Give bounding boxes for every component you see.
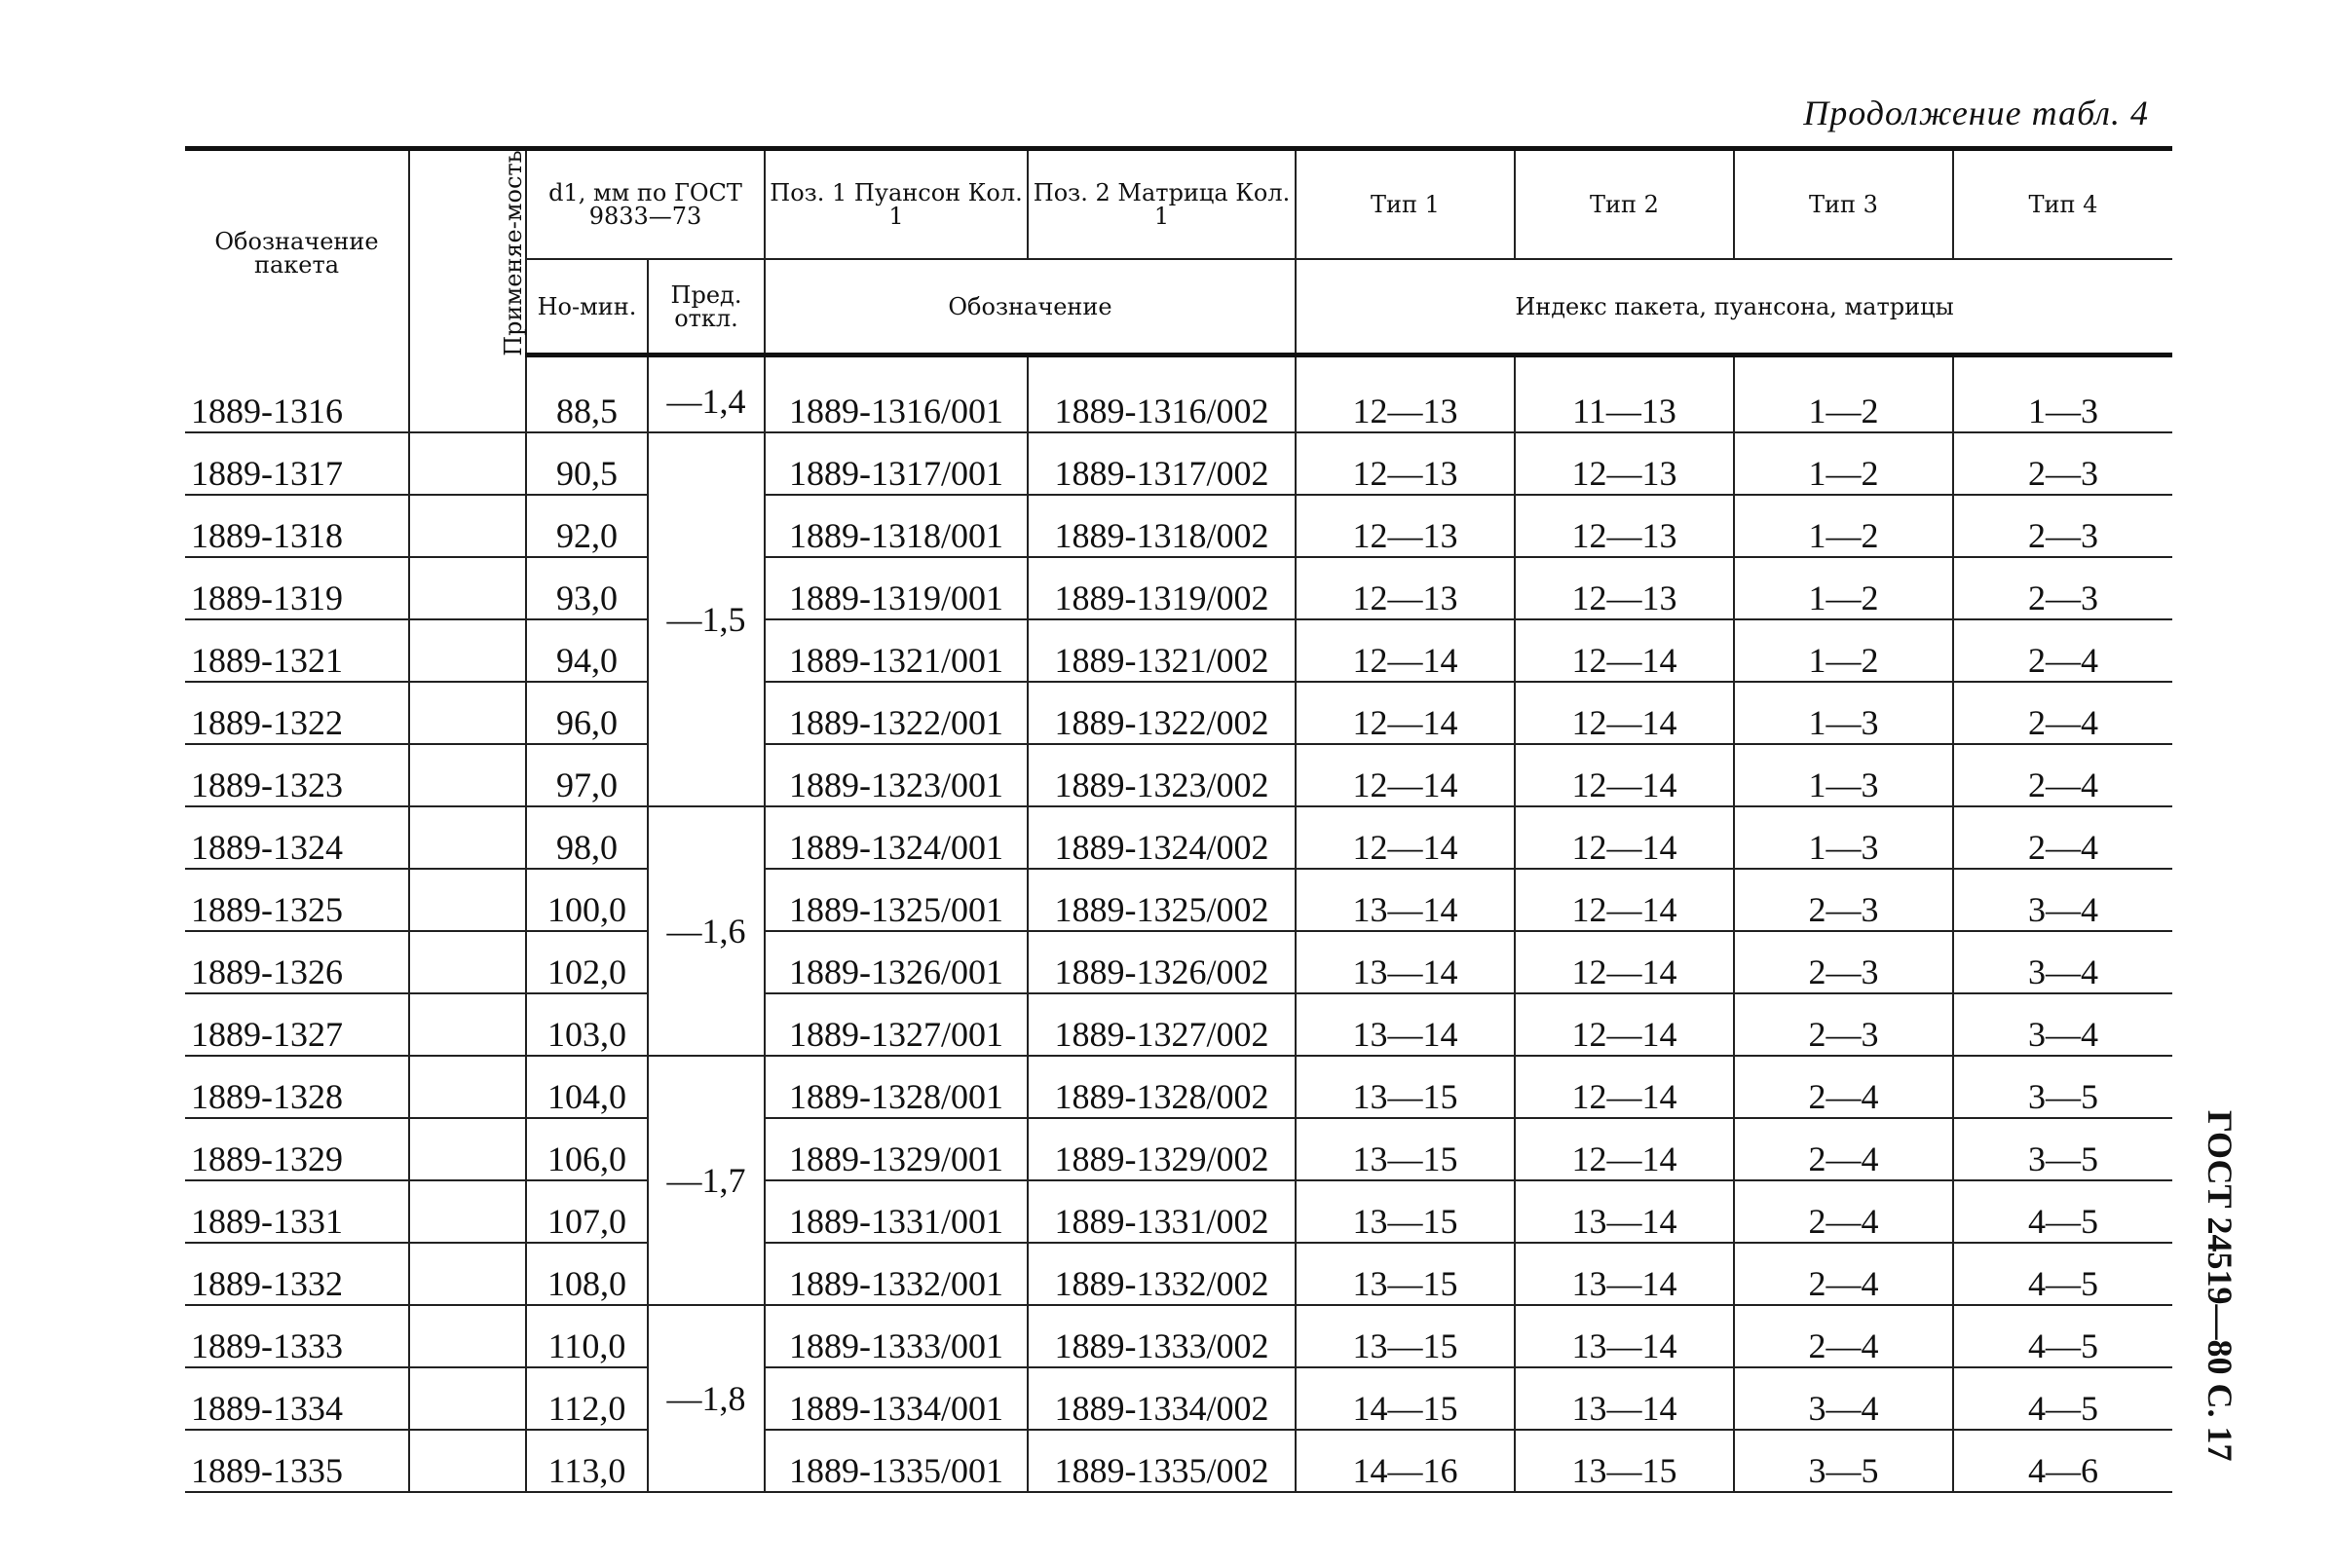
applicability-cell (409, 1305, 526, 1367)
die-cell: 1889-1329/002 (1028, 1118, 1296, 1180)
type3-cell: 3—5 (1734, 1430, 1953, 1492)
applicability-cell (409, 619, 526, 682)
deviation-cell: —1,4 (648, 355, 765, 433)
applicability-cell (409, 1367, 526, 1430)
type2-cell: 11—13 (1515, 355, 1734, 433)
designation-cell: 1889-1319 (185, 557, 409, 619)
standard-page-label: ГОСТ 24519—80 С. 17 (2201, 1110, 2240, 1462)
applicability-cell (409, 1243, 526, 1305)
type4-cell: 4—5 (1953, 1367, 2172, 1430)
applicability-cell (409, 744, 526, 806)
type3-cell: 2—4 (1734, 1180, 1953, 1243)
deviation-cell: —1,6 (648, 806, 765, 1056)
die-cell: 1889-1328/002 (1028, 1056, 1296, 1118)
type1-cell: 13—15 (1296, 1243, 1515, 1305)
header-index: Индекс пакета, пуансона, матрицы (1296, 259, 2172, 355)
deviation-cell: —1,8 (648, 1305, 765, 1492)
type3-cell: 1—2 (1734, 619, 1953, 682)
type2-cell: 13—14 (1515, 1243, 1734, 1305)
die-cell: 1889-1316/002 (1028, 355, 1296, 433)
die-cell: 1889-1322/002 (1028, 682, 1296, 744)
applicability-cell (409, 931, 526, 993)
nominal-cell: 113,0 (526, 1430, 648, 1492)
punch-cell: 1889-1334/001 (765, 1367, 1028, 1430)
type2-cell: 12—13 (1515, 557, 1734, 619)
header-deviation: Пред. откл. (648, 259, 765, 355)
header-nominal: Но-мин. (526, 259, 648, 355)
type3-cell: 3—4 (1734, 1367, 1953, 1430)
applicability-cell (409, 557, 526, 619)
designation-cell: 1889-1331 (185, 1180, 409, 1243)
table-row (185, 1367, 2172, 1430)
die-cell: 1889-1324/002 (1028, 806, 1296, 869)
nominal-cell: 107,0 (526, 1180, 648, 1243)
nominal-cell: 106,0 (526, 1118, 648, 1180)
type3-cell: 2—4 (1734, 1243, 1953, 1305)
die-cell: 1889-1321/002 (1028, 619, 1296, 682)
punch-cell: 1889-1326/001 (765, 931, 1028, 993)
type2-cell: 12—14 (1515, 806, 1734, 869)
type2-cell: 12—14 (1515, 869, 1734, 931)
type2-cell: 12—14 (1515, 682, 1734, 744)
type1-cell: 12—14 (1296, 619, 1515, 682)
table-row (185, 355, 2172, 433)
applicability-cell (409, 1180, 526, 1243)
type1-cell: 13—15 (1296, 1056, 1515, 1118)
punch-cell: 1889-1324/001 (765, 806, 1028, 869)
designation-cell: 1889-1318 (185, 495, 409, 557)
type1-cell: 12—14 (1296, 806, 1515, 869)
deviation-cell: —1,7 (648, 1056, 765, 1305)
punch-cell: 1889-1327/001 (765, 993, 1028, 1056)
type4-cell: 2—4 (1953, 682, 2172, 744)
type1-cell: 12—13 (1296, 557, 1515, 619)
applicability-cell (409, 993, 526, 1056)
type3-cell: 1—2 (1734, 557, 1953, 619)
punch-cell: 1889-1316/001 (765, 355, 1028, 433)
applicability-cell (409, 495, 526, 557)
header-pos1: Поз. 1 Пуансон Кол. 1 (765, 149, 1028, 260)
header-designation: Обозначение пакета (185, 149, 409, 355)
applicability-cell (409, 682, 526, 744)
type4-cell: 2—4 (1953, 619, 2172, 682)
table-row (185, 806, 2172, 869)
nominal-cell: 104,0 (526, 1056, 648, 1118)
type4-cell: 3—4 (1953, 931, 2172, 993)
type1-cell: 14—15 (1296, 1367, 1515, 1430)
table-row (185, 557, 2172, 619)
table-row (185, 1056, 2172, 1118)
type1-cell: 12—13 (1296, 495, 1515, 557)
packages-table (185, 146, 2172, 1493)
type2-cell: 12—14 (1515, 744, 1734, 806)
applicability-cell (409, 355, 526, 433)
die-cell: 1889-1335/002 (1028, 1430, 1296, 1492)
type3-cell: 2—3 (1734, 869, 1953, 931)
type1-cell: 13—15 (1296, 1118, 1515, 1180)
die-cell: 1889-1323/002 (1028, 744, 1296, 806)
nominal-cell: 97,0 (526, 744, 648, 806)
header-applicability: Применяе-мость (409, 149, 526, 355)
table-row (185, 744, 2172, 806)
type2-cell: 12—14 (1515, 619, 1734, 682)
nominal-cell: 92,0 (526, 495, 648, 557)
header-tip1: Тип 1 (1296, 149, 1515, 260)
designation-cell: 1889-1328 (185, 1056, 409, 1118)
punch-cell: 1889-1335/001 (765, 1430, 1028, 1492)
designation-cell: 1889-1317 (185, 432, 409, 495)
table-body (185, 355, 2172, 1493)
punch-cell: 1889-1319/001 (765, 557, 1028, 619)
designation-cell: 1889-1325 (185, 869, 409, 931)
table-row (185, 682, 2172, 744)
punch-cell: 1889-1323/001 (765, 744, 1028, 806)
table-row (185, 619, 2172, 682)
header-pos2: Поз. 2 Матрица Кол. 1 (1028, 149, 1296, 260)
punch-cell: 1889-1321/001 (765, 619, 1028, 682)
type2-cell: 12—13 (1515, 432, 1734, 495)
designation-cell: 1889-1334 (185, 1367, 409, 1430)
table-row (185, 495, 2172, 557)
table-row (185, 1180, 2172, 1243)
header-tip4: Тип 4 (1953, 149, 2172, 260)
type3-cell: 1—3 (1734, 806, 1953, 869)
die-cell: 1889-1331/002 (1028, 1180, 1296, 1243)
type1-cell: 12—13 (1296, 432, 1515, 495)
type4-cell: 3—4 (1953, 993, 2172, 1056)
header-tip2: Тип 2 (1515, 149, 1734, 260)
designation-cell: 1889-1332 (185, 1243, 409, 1305)
die-cell: 1889-1327/002 (1028, 993, 1296, 1056)
type1-cell: 13—14 (1296, 993, 1515, 1056)
type1-cell: 13—15 (1296, 1180, 1515, 1243)
designation-cell: 1889-1321 (185, 619, 409, 682)
type3-cell: 2—4 (1734, 1305, 1953, 1367)
punch-cell: 1889-1333/001 (765, 1305, 1028, 1367)
applicability-cell (409, 1430, 526, 1492)
type3-cell: 2—4 (1734, 1056, 1953, 1118)
applicability-cell (409, 1118, 526, 1180)
type3-cell: 2—3 (1734, 931, 1953, 993)
type1-cell: 12—14 (1296, 682, 1515, 744)
type4-cell: 3—5 (1953, 1118, 2172, 1180)
header-tip3: Тип 3 (1734, 149, 1953, 260)
type1-cell: 13—15 (1296, 1305, 1515, 1367)
designation-cell: 1889-1323 (185, 744, 409, 806)
table-row (185, 1243, 2172, 1305)
header-oboznachenie: Обозначение (765, 259, 1296, 355)
nominal-cell: 93,0 (526, 557, 648, 619)
punch-cell: 1889-1317/001 (765, 432, 1028, 495)
type3-cell: 1—3 (1734, 682, 1953, 744)
designation-cell: 1889-1327 (185, 993, 409, 1056)
type4-cell: 4—5 (1953, 1180, 2172, 1243)
nominal-cell: 102,0 (526, 931, 648, 993)
nominal-cell: 112,0 (526, 1367, 648, 1430)
type2-cell: 13—14 (1515, 1305, 1734, 1367)
type4-cell: 1—3 (1953, 355, 2172, 433)
nominal-cell: 96,0 (526, 682, 648, 744)
type2-cell: 12—14 (1515, 931, 1734, 993)
table-row (185, 1118, 2172, 1180)
applicability-cell (409, 806, 526, 869)
type3-cell: 2—4 (1734, 1118, 1953, 1180)
type1-cell: 13—14 (1296, 869, 1515, 931)
nominal-cell: 110,0 (526, 1305, 648, 1367)
type3-cell: 1—2 (1734, 432, 1953, 495)
deviation-cell: —1,5 (648, 432, 765, 806)
type2-cell: 12—14 (1515, 1056, 1734, 1118)
designation-cell: 1889-1335 (185, 1430, 409, 1492)
die-cell: 1889-1326/002 (1028, 931, 1296, 993)
table-caption: Продолжение табл. 4 (1803, 93, 2149, 132)
type3-cell: 1—3 (1734, 744, 1953, 806)
type1-cell: 12—13 (1296, 355, 1515, 433)
type4-cell: 2—3 (1953, 557, 2172, 619)
type2-cell: 12—14 (1515, 1118, 1734, 1180)
type4-cell: 4—5 (1953, 1243, 2172, 1305)
type4-cell: 4—5 (1953, 1305, 2172, 1367)
nominal-cell: 100,0 (526, 869, 648, 931)
punch-cell: 1889-1328/001 (765, 1056, 1028, 1118)
applicability-cell (409, 869, 526, 931)
table-row (185, 1430, 2172, 1492)
type1-cell: 13—14 (1296, 931, 1515, 993)
table-row (185, 931, 2172, 993)
die-cell: 1889-1332/002 (1028, 1243, 1296, 1305)
type2-cell: 12—13 (1515, 495, 1734, 557)
header-d1: d1, мм по ГОСТ 9833—73 (526, 149, 765, 260)
nominal-cell: 103,0 (526, 993, 648, 1056)
table-row (185, 1305, 2172, 1367)
type4-cell: 2—4 (1953, 744, 2172, 806)
designation-cell: 1889-1329 (185, 1118, 409, 1180)
designation-cell: 1889-1324 (185, 806, 409, 869)
type2-cell: 13—15 (1515, 1430, 1734, 1492)
nominal-cell: 98,0 (526, 806, 648, 869)
die-cell: 1889-1318/002 (1028, 495, 1296, 557)
applicability-cell (409, 432, 526, 495)
type1-cell: 12—14 (1296, 744, 1515, 806)
designation-cell: 1889-1316 (185, 355, 409, 433)
designation-cell: 1889-1326 (185, 931, 409, 993)
nominal-cell: 108,0 (526, 1243, 648, 1305)
punch-cell: 1889-1325/001 (765, 869, 1028, 931)
die-cell: 1889-1333/002 (1028, 1305, 1296, 1367)
type4-cell: 2—4 (1953, 806, 2172, 869)
die-cell: 1889-1325/002 (1028, 869, 1296, 931)
punch-cell: 1889-1331/001 (765, 1180, 1028, 1243)
table-row (185, 993, 2172, 1056)
designation-cell: 1889-1322 (185, 682, 409, 744)
applicability-cell (409, 1056, 526, 1118)
type1-cell: 14—16 (1296, 1430, 1515, 1492)
type3-cell: 1—2 (1734, 355, 1953, 433)
nominal-cell: 94,0 (526, 619, 648, 682)
die-cell: 1889-1334/002 (1028, 1367, 1296, 1430)
type4-cell: 3—5 (1953, 1056, 2172, 1118)
punch-cell: 1889-1329/001 (765, 1118, 1028, 1180)
type2-cell: 13—14 (1515, 1180, 1734, 1243)
nominal-cell: 88,5 (526, 355, 648, 433)
type2-cell: 12—14 (1515, 993, 1734, 1056)
punch-cell: 1889-1318/001 (765, 495, 1028, 557)
table-row (185, 869, 2172, 931)
type3-cell: 2—3 (1734, 993, 1953, 1056)
punch-cell: 1889-1332/001 (765, 1243, 1028, 1305)
table-row (185, 432, 2172, 495)
type4-cell: 2—3 (1953, 495, 2172, 557)
die-cell: 1889-1319/002 (1028, 557, 1296, 619)
type3-cell: 1—2 (1734, 495, 1953, 557)
type4-cell: 4—6 (1953, 1430, 2172, 1492)
type4-cell: 2—3 (1953, 432, 2172, 495)
type4-cell: 3—4 (1953, 869, 2172, 931)
designation-cell: 1889-1333 (185, 1305, 409, 1367)
punch-cell: 1889-1322/001 (765, 682, 1028, 744)
nominal-cell: 90,5 (526, 432, 648, 495)
type2-cell: 13—14 (1515, 1367, 1734, 1430)
die-cell: 1889-1317/002 (1028, 432, 1296, 495)
